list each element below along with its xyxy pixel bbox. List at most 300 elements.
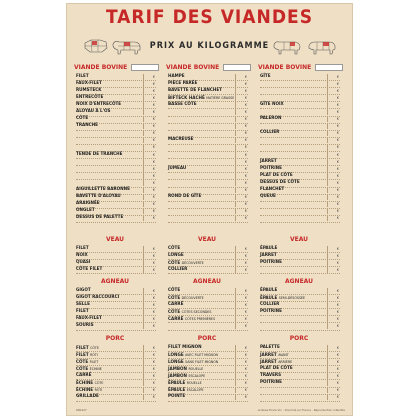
price-cell[interactable] (143, 195, 156, 201)
price-cell[interactable] (235, 323, 248, 329)
cut-name: ENTRECÔTE (76, 94, 104, 100)
price-cell[interactable] (143, 309, 156, 315)
euro-symbol: € (152, 74, 155, 79)
price-cell[interactable] (327, 373, 340, 379)
cut-name: CARRÉ (168, 316, 184, 322)
cut-label (168, 309, 211, 316)
cut-name: FILET (76, 73, 89, 79)
cut-name: FAUX-FILET (76, 315, 102, 321)
cut-label (168, 387, 204, 394)
cut-name: ÉPAULE (168, 388, 186, 394)
euro-symbol: € (152, 159, 155, 164)
price-cell[interactable] (143, 159, 156, 165)
pig-icon (306, 38, 338, 56)
price-cell[interactable] (235, 81, 248, 87)
price-cell[interactable] (143, 380, 156, 386)
cut-name: ONGLET (76, 208, 95, 214)
price-row (76, 131, 156, 138)
euro-symbol: € (152, 145, 155, 150)
price-cell[interactable] (235, 180, 248, 186)
euro-symbol: € (336, 388, 339, 393)
price-cell[interactable] (143, 81, 156, 87)
euro-symbol: € (152, 316, 155, 321)
cut-label (76, 352, 98, 359)
cut-name: JARRET (260, 359, 277, 365)
price-cell[interactable] (327, 395, 340, 401)
cut-label (168, 88, 222, 94)
euro-symbol: € (244, 74, 247, 79)
price-cell[interactable] (143, 88, 156, 94)
price-cell[interactable] (327, 95, 340, 101)
footer-code: 000427 (76, 408, 87, 412)
price-list-porc-2 (168, 345, 248, 402)
euro-symbol: € (336, 209, 339, 214)
price-cell[interactable] (235, 373, 248, 379)
price-cell[interactable] (235, 152, 248, 158)
price-cell[interactable] (235, 246, 248, 252)
euro-symbol: € (152, 373, 155, 378)
cut-name: ROND DE GÎTE (168, 194, 202, 200)
euro-symbol: € (336, 138, 339, 143)
price-cell[interactable] (327, 124, 340, 130)
cut-name: QUEUE (260, 194, 276, 200)
cut-label (76, 152, 122, 158)
euro-symbol: € (336, 380, 339, 385)
cut-label (76, 194, 121, 200)
euro-symbol: € (244, 323, 247, 328)
price-cell[interactable] (143, 109, 156, 115)
price-cell[interactable] (143, 180, 156, 186)
euro-symbol: € (152, 180, 155, 185)
price-list-bovine-2 (168, 74, 248, 223)
cut-name: ALOYAU À L'OS (76, 108, 111, 114)
cut-name: CÔTE (76, 366, 89, 372)
price-cell[interactable] (143, 246, 156, 252)
price-cell[interactable] (327, 180, 340, 186)
price-cell[interactable] (327, 295, 340, 301)
price-cell[interactable] (327, 166, 340, 172)
cut-label (76, 116, 88, 122)
price-row (76, 216, 156, 223)
price-cell[interactable] (235, 124, 248, 130)
price-cell[interactable] (235, 131, 248, 137)
price-row (260, 267, 340, 274)
price-row (168, 102, 248, 109)
euro-symbol: € (244, 152, 247, 157)
cut-label (260, 187, 284, 193)
euro-symbol: € (336, 88, 339, 93)
price-row (76, 124, 156, 131)
price-row (260, 145, 340, 152)
euro-symbol: € (336, 145, 339, 150)
price-row (76, 267, 156, 274)
euro-symbol: € (152, 209, 155, 214)
euro-symbol: € (152, 188, 155, 192)
euro-symbol: € (152, 359, 155, 364)
cut-name: RUMSTECK (76, 87, 102, 93)
price-cell[interactable] (235, 316, 248, 322)
euro-symbol: € (244, 267, 247, 272)
cut-name: FILET (76, 345, 89, 351)
price-cell[interactable] (235, 173, 248, 179)
price-cell[interactable] (143, 124, 156, 130)
price-row (168, 323, 248, 330)
price-cell[interactable] (143, 131, 156, 137)
price-cell[interactable] (143, 209, 156, 215)
price-cell[interactable] (327, 352, 340, 358)
cut-label (260, 352, 289, 359)
cut-label (260, 116, 281, 122)
price-cell[interactable] (143, 253, 156, 259)
euro-symbol: € (336, 216, 339, 221)
cut-detail: AVEC FILET MIGNON (185, 352, 218, 357)
cut-detail: CÔTE (94, 380, 104, 385)
price-cell[interactable] (235, 95, 248, 101)
euro-symbol: € (336, 345, 339, 350)
poster-subtitle: PRIX AU KILOGRAMME (149, 41, 270, 51)
cut-name: BAVETTE D'ALOYAU (76, 194, 121, 200)
price-cell[interactable] (143, 152, 156, 158)
euro-symbol: € (336, 166, 339, 171)
price-list-porc-3 (260, 345, 340, 402)
price-cell[interactable] (235, 188, 248, 194)
cut-detail: ROUELLE (188, 366, 204, 371)
price-cell[interactable] (143, 352, 156, 358)
euro-symbol: € (336, 316, 339, 321)
price-cell[interactable] (143, 138, 156, 144)
price-list-bovine-3 (260, 74, 340, 223)
price-cell[interactable] (327, 316, 340, 322)
price-cell[interactable] (143, 359, 156, 365)
price-cell[interactable] (327, 152, 340, 158)
price-cell[interactable] (327, 188, 340, 194)
euro-symbol: € (152, 395, 155, 400)
cut-label (76, 323, 94, 329)
price-cell[interactable] (327, 260, 340, 266)
price-cell[interactable] (327, 131, 340, 137)
price-cell[interactable] (327, 323, 340, 329)
euro-symbol: € (244, 216, 247, 221)
euro-symbol: € (244, 159, 247, 164)
price-cell[interactable] (143, 117, 156, 123)
price-row (260, 195, 340, 202)
cut-label (76, 123, 98, 129)
price-cell[interactable] (327, 288, 340, 294)
cut-label (260, 159, 277, 165)
cut-name: CÔTE FILET (76, 266, 103, 272)
euro-symbol: € (336, 260, 339, 265)
price-cell[interactable] (235, 359, 248, 365)
cut-name: TENDE DE TRANCHE (76, 151, 123, 157)
price-row (168, 195, 248, 202)
cut-name: TRANCHE (76, 123, 98, 129)
price-cell[interactable] (235, 366, 248, 372)
price-cell[interactable] (235, 109, 248, 115)
price-cell[interactable] (327, 159, 340, 165)
cut-name: CÔTE (168, 245, 181, 251)
euro-symbol: € (244, 202, 247, 207)
price-cell[interactable] (143, 166, 156, 172)
cut-name: CÔTE (76, 359, 89, 365)
price-cell[interactable] (143, 260, 156, 266)
price-cell[interactable] (235, 388, 248, 394)
cut-label (76, 387, 102, 394)
poster-title: TARIF DES VIANDES (106, 6, 313, 28)
price-row (260, 202, 340, 209)
price-row (260, 216, 340, 223)
price-cell[interactable] (327, 366, 340, 372)
price-cell[interactable] (327, 138, 340, 144)
euro-symbol: € (244, 295, 247, 300)
price-cell[interactable] (143, 74, 156, 80)
price-cell[interactable] (235, 260, 248, 266)
euro-symbol: € (244, 180, 247, 185)
price-cell[interactable] (143, 188, 156, 194)
price-cell[interactable] (235, 117, 248, 123)
price-cell[interactable] (143, 145, 156, 151)
price-cell[interactable] (235, 295, 248, 301)
price-cell[interactable] (327, 109, 340, 115)
cut-detail: CÔTES SECONDES (181, 309, 212, 314)
price-row (168, 124, 248, 131)
price-cell[interactable] (235, 380, 248, 386)
price-cell[interactable] (143, 267, 156, 273)
price-cell[interactable] (235, 352, 248, 358)
cut-label (260, 302, 279, 308)
price-cell[interactable] (327, 117, 340, 123)
euro-symbol: € (336, 352, 339, 357)
cut-name: LONGE (168, 352, 184, 358)
price-cell[interactable] (327, 202, 340, 208)
price-row (168, 152, 248, 159)
price-row (260, 74, 340, 81)
cut-label (260, 359, 292, 366)
price-row (168, 138, 248, 145)
price-list-agneau-2 (168, 288, 248, 331)
cut-label (76, 288, 91, 294)
price-cell[interactable] (327, 309, 340, 315)
price-cell[interactable] (327, 102, 340, 108)
euro-symbol: € (244, 380, 247, 385)
euro-symbol: € (244, 81, 247, 86)
euro-symbol: € (152, 253, 155, 258)
price-cell[interactable] (143, 95, 156, 101)
price-cell[interactable] (235, 209, 248, 215)
price-cell[interactable] (235, 267, 248, 273)
euro-symbol: € (244, 388, 247, 393)
price-cell[interactable] (235, 216, 248, 222)
price-cell[interactable] (327, 195, 340, 201)
cut-label (168, 302, 183, 308)
cut-detail: SANS FILET MIGNON (185, 359, 219, 364)
price-cell[interactable] (327, 253, 340, 259)
cut-name: CÔTE (168, 287, 181, 293)
price-row (168, 316, 248, 323)
cut-label (76, 74, 89, 80)
cut-label (76, 316, 102, 322)
euro-symbol: € (336, 195, 339, 200)
euro-symbol: € (152, 302, 155, 307)
price-cell[interactable] (143, 323, 156, 329)
price-cell[interactable] (235, 195, 248, 201)
price-cell[interactable] (235, 166, 248, 172)
cut-label (260, 173, 293, 179)
cut-name: ÉPAULE (168, 380, 186, 386)
price-cell[interactable] (327, 267, 340, 273)
cut-name: BAVETTE DE FLANCHET (168, 87, 223, 93)
cut-label (76, 309, 89, 315)
price-cell[interactable] (327, 145, 340, 151)
euro-symbol: € (336, 366, 339, 371)
cut-name: FLANCHET (260, 187, 285, 192)
cut-detail: DÉCOUVERTE (181, 260, 204, 265)
cut-label (168, 166, 186, 172)
cut-label (260, 180, 300, 186)
section-title-porc-3: PORC (289, 335, 309, 342)
cut-label (76, 88, 102, 94)
euro-symbol: € (336, 267, 339, 272)
cut-name: COLLIER (168, 266, 188, 272)
euro-symbol: € (152, 309, 155, 314)
cut-detail: ARRIÈRE (278, 359, 293, 364)
price-row (168, 117, 248, 124)
section-title-veau-3: VEAU (289, 236, 309, 243)
price-cell[interactable] (327, 88, 340, 94)
cut-label (168, 316, 215, 323)
euro-symbol: € (336, 302, 339, 307)
price-cell[interactable] (143, 388, 156, 394)
cut-name: MACREUSE (168, 137, 194, 143)
section-title-agneau-3: AGNEAU (284, 278, 314, 285)
price-row (168, 395, 248, 402)
cut-label (76, 201, 100, 207)
price-cell[interactable] (143, 366, 156, 372)
price-cell[interactable] (327, 173, 340, 179)
price-cell[interactable] (327, 246, 340, 252)
price-cell[interactable] (327, 81, 340, 87)
cut-name: DESSUS DE CÔTE (260, 179, 300, 185)
price-cell[interactable] (143, 302, 156, 308)
cut-label (260, 166, 282, 172)
price-cell[interactable] (235, 102, 248, 108)
price-cell[interactable] (235, 395, 248, 401)
euro-symbol: € (152, 202, 155, 207)
price-cell[interactable] (143, 345, 156, 351)
euro-symbol: € (244, 366, 247, 371)
cut-label (260, 288, 277, 294)
cut-label (260, 194, 276, 200)
euro-symbol: € (336, 102, 339, 107)
price-cell[interactable] (235, 88, 248, 94)
euro-symbol: € (244, 316, 247, 321)
euro-symbol: € (244, 131, 247, 136)
price-row (260, 209, 340, 216)
cut-label (168, 366, 203, 373)
euro-symbol: € (152, 102, 155, 107)
cut-label (76, 380, 103, 387)
price-row (260, 388, 340, 395)
cut-label (168, 345, 202, 351)
euro-symbol: € (244, 373, 247, 378)
cut-name: NOIX D'ENTRECÔTE (76, 101, 122, 107)
euro-symbol: € (152, 173, 155, 178)
euro-symbol: € (336, 288, 339, 293)
footer-credits: Ardoise Ecole Vin - Imprimé en France - Reproduction interdite (257, 408, 345, 412)
euro-symbol: € (244, 88, 247, 93)
cut-name: GRILLADE (76, 394, 99, 400)
price-cell[interactable] (235, 253, 248, 259)
cut-name: CÔTE (168, 260, 181, 266)
section-title-porc-1: PORC (105, 335, 125, 342)
cut-label (260, 295, 305, 302)
price-cell[interactable] (235, 138, 248, 144)
euro-symbol: € (336, 202, 339, 207)
price-cell[interactable] (327, 74, 340, 80)
price-row (168, 209, 248, 216)
price-cell[interactable] (143, 395, 156, 401)
cut-label (168, 95, 234, 102)
price-cell[interactable] (327, 380, 340, 386)
price-cell[interactable] (143, 202, 156, 208)
price-cell[interactable] (143, 373, 156, 379)
price-cell[interactable] (327, 302, 340, 308)
cut-name: POITRINE (260, 308, 282, 314)
cut-name: POITRINE (260, 259, 282, 265)
price-cell[interactable] (235, 145, 248, 151)
euro-symbol: € (244, 145, 247, 150)
euro-symbol: € (244, 302, 247, 307)
price-row (168, 166, 248, 173)
euro-symbol: € (336, 253, 339, 258)
price-cell[interactable] (235, 309, 248, 315)
cut-name: JARRET (260, 158, 277, 164)
price-cell[interactable] (143, 216, 156, 222)
cut-name: AIGUILLETTE BARONNE (76, 187, 130, 192)
price-cell[interactable] (143, 288, 156, 294)
price-row (260, 380, 340, 387)
price-cell[interactable] (235, 202, 248, 208)
price-cell[interactable] (235, 302, 248, 308)
euro-symbol: € (152, 216, 155, 221)
price-cell[interactable] (143, 316, 156, 322)
price-cell[interactable] (327, 209, 340, 215)
cut-label (76, 81, 102, 87)
price-cell[interactable] (327, 359, 340, 365)
euro-symbol: € (244, 195, 247, 200)
cut-label (168, 260, 204, 267)
price-cell[interactable] (143, 102, 156, 108)
price-row (260, 395, 340, 402)
price-cell[interactable] (235, 74, 248, 80)
euro-symbol: € (244, 188, 247, 192)
price-cell[interactable] (327, 216, 340, 222)
price-cell[interactable] (235, 288, 248, 294)
euro-symbol: € (152, 166, 155, 171)
euro-symbol: € (336, 180, 339, 185)
cut-name: CARRÉ (76, 372, 92, 378)
price-cell[interactable] (327, 345, 340, 351)
price-cell[interactable] (235, 345, 248, 351)
cut-name: ÉCHINE (76, 380, 94, 386)
price-cell[interactable] (327, 388, 340, 394)
cut-name: PALERON (260, 116, 282, 122)
price-cell[interactable] (235, 159, 248, 165)
euro-symbol: € (152, 109, 155, 114)
euro-symbol: € (152, 138, 155, 143)
price-cell[interactable] (143, 295, 156, 301)
price-cell[interactable] (143, 173, 156, 179)
cut-detail: AVANT (278, 352, 289, 357)
